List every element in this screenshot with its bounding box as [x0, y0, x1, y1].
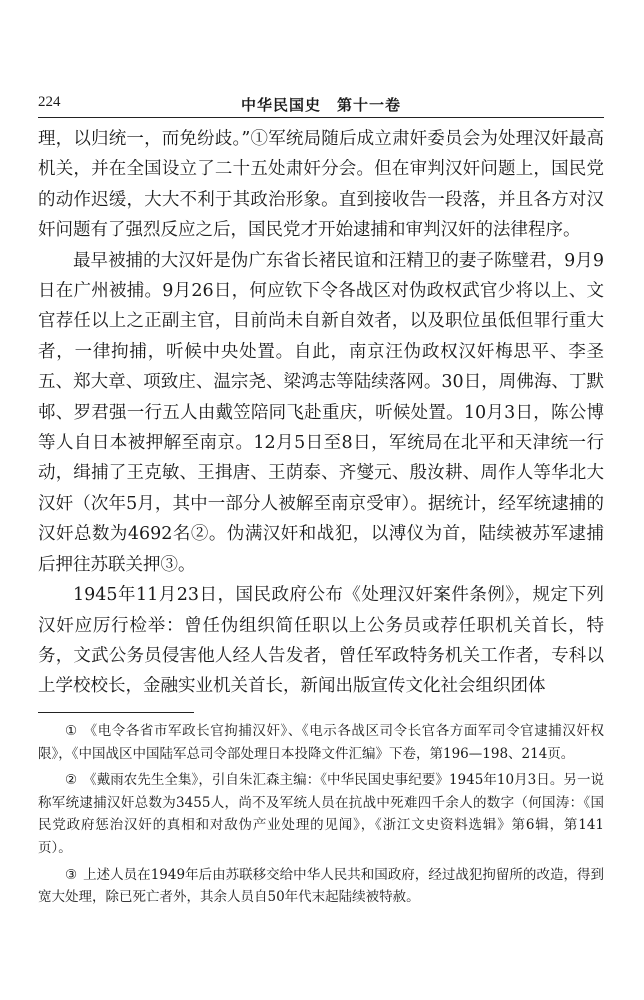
body-text	[38, 124, 604, 702]
page-number: 224	[38, 94, 61, 110]
footnote-text: 上述人员在1949年后由苏联移交给中华人民共和国政府，经过战犯拘留所的改造，得到宽大处理，除已死亡者外，其余人员自50年代末起陆续被特赦。	[38, 866, 604, 906]
footnote-mark: ③	[65, 866, 78, 883]
paragraph: 理，以归统一，而免纷歧。”①军统局随后成立肃奸委员会为处理汉奸最高机关，并在全国设立了二十五处肃奸分会。但在审判汉奸问题上，国民党的动作迟缓，大大不利于其政治形象。直到接收告一段落，并且各方对汉奸问题有了强烈反应之后，国民党才开始逮捕和审判汉奸的法律程序。	[38, 129, 604, 241]
page-header	[38, 94, 604, 118]
footnote	[38, 720, 604, 765]
footnote	[38, 864, 604, 909]
paragraph: 1945年11月23日，国民政府公布《处理汉奸案件条例》，规定下列汉奸应厉行检举：曾任伪组织简任职以上公务员或荐任职机关首长，特务，文武公务员侵害他人经人告发者，曾任军政特务机关工作者，专科以上学校校长，金融实业机关首长，新闻出版宣传文化社会组织团体	[38, 585, 604, 697]
running-title: 中华民国史 第十一卷	[240, 96, 401, 114]
footnotes	[38, 720, 604, 913]
header-rule	[38, 117, 604, 118]
footnote-text: 《电令各省市军政长官拘捕汉奸》、《电示各战区司令长官各方面军司令官逮捕汉奸权限》，《中国战区中国陆军总司令部处理日本投降文件汇编》下卷，第196—198、214页。	[38, 723, 604, 762]
footnote	[38, 769, 604, 859]
footnote-mark: ①	[65, 723, 78, 739]
paragraph: 最早被捕的大汉奸是伪广东省长褚民谊和汪精卫的妻子陈璧君，9月9日在广州被捕。9月26日，何应钦下令各战区对伪政权武官少将以上、文官荐任以上之正副主官，目前尚未自新自效者，以及职位虽低但罪行重大者，一律拘捕，听候中央处置。自此，南京汪伪政权汉奸梅思平、李圣五、郑大章、项致庄、温宗尧、梁鸿志等陆续落网。30日，周佛海、丁默邨、罗君强一行五人由戴笠陪同飞赴重庆，听候处置。10月3日，陈公博等人自日本被押解至南京。12月5日至8日，军统局在北平和天津统一行动，缉捕了王克敏、王揖唐、王荫泰、齐燮元、殷汝耕、周作人等华北大汉奸（次年5月，其中一部分人被解至南京受审）。据统计，经军统逮捕的汉奸总数为4692名②。伪满汉奸和战犯，以溥仪为首，陆续被苏军逮捕后押往苏联关押③。	[38, 250, 604, 575]
footnote-text: 《戴雨农先生全集》，引自朱汇森主编：《中华民国史事纪要》1945年10月3日。另一说称军统逮捕汉奸总数为3455人，尚不及军统人员在抗战中死难四千余人的数字（何国涛：《国民党政府惩治汉奸的真相和对敌伪产业处理的见闻》，《浙江文史资料选辑》第6辑，第141页）。	[38, 772, 604, 856]
footnote-mark: ②	[65, 772, 78, 789]
footnote-rule	[38, 712, 194, 713]
